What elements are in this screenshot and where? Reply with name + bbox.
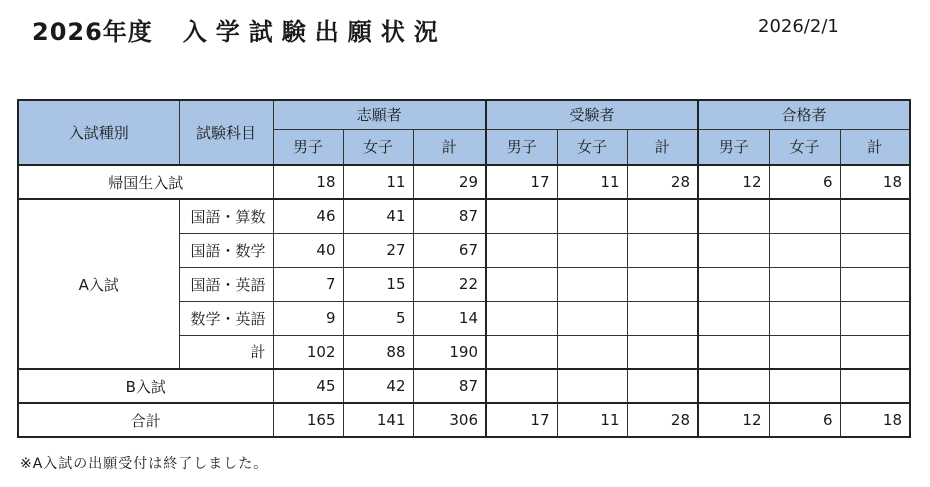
value-cell: 42 <box>343 369 413 403</box>
header-applicants-total: 計 <box>413 129 486 165</box>
value-cell <box>769 369 840 403</box>
table-row <box>18 403 910 437</box>
report-date: 2026/2/1 <box>758 16 839 37</box>
value-cell: 18 <box>840 165 910 199</box>
value-cell: 45 <box>273 369 343 403</box>
header-applicants-male: 男子 <box>273 129 343 165</box>
value-cell: 18 <box>273 165 343 199</box>
value-cell: 306 <box>413 403 486 437</box>
value-cell: 28 <box>627 403 698 437</box>
row-subject: 国語・数学 <box>179 233 273 267</box>
value-cell: 6 <box>769 165 840 199</box>
value-cell: 7 <box>273 267 343 301</box>
value-cell <box>840 233 910 267</box>
value-cell <box>698 301 769 335</box>
row-subject: 国語・英語 <box>179 267 273 301</box>
value-cell <box>627 335 698 369</box>
value-cell: 9 <box>273 301 343 335</box>
value-cell: 190 <box>413 335 486 369</box>
value-cell <box>698 369 769 403</box>
value-cell: 11 <box>557 403 627 437</box>
value-cell: 14 <box>413 301 486 335</box>
value-cell: 141 <box>343 403 413 437</box>
value-cell <box>486 369 557 403</box>
table-body <box>18 165 910 437</box>
value-cell <box>557 335 627 369</box>
table-row <box>18 199 910 233</box>
value-cell: 67 <box>413 233 486 267</box>
value-cell <box>557 199 627 233</box>
title-text: 入学試験出願状況 <box>182 18 447 46</box>
row-label: B入試 <box>18 369 273 403</box>
value-cell <box>557 369 627 403</box>
value-cell: 22 <box>413 267 486 301</box>
value-cell <box>486 267 557 301</box>
value-cell: 17 <box>486 403 557 437</box>
value-cell: 165 <box>273 403 343 437</box>
value-cell: 6 <box>769 403 840 437</box>
value-cell <box>840 301 910 335</box>
value-cell <box>698 267 769 301</box>
value-cell: 15 <box>343 267 413 301</box>
value-cell: 11 <box>557 165 627 199</box>
footnote: ※A入試の出願受付は終了しました。 <box>20 456 269 472</box>
value-cell: 87 <box>413 199 486 233</box>
header-passers: 合格者 <box>698 100 910 129</box>
value-cell <box>769 233 840 267</box>
row-subject: 国語・算数 <box>179 199 273 233</box>
row-subject: 数学・英語 <box>179 301 273 335</box>
value-cell: 11 <box>343 165 413 199</box>
value-cell <box>627 199 698 233</box>
value-cell <box>769 199 840 233</box>
value-cell: 46 <box>273 199 343 233</box>
value-cell: 41 <box>343 199 413 233</box>
value-cell: 18 <box>840 403 910 437</box>
header-applicants-female: 女子 <box>343 129 413 165</box>
value-cell <box>486 199 557 233</box>
value-cell: 102 <box>273 335 343 369</box>
value-cell <box>840 267 910 301</box>
value-cell <box>769 335 840 369</box>
header-examinees: 受験者 <box>486 100 698 129</box>
value-cell: 88 <box>343 335 413 369</box>
row-label: 合計 <box>18 403 273 437</box>
value-cell <box>486 335 557 369</box>
value-cell <box>627 233 698 267</box>
row-label: 帰国生入試 <box>18 165 273 199</box>
header-examinees-female: 女子 <box>557 129 627 165</box>
value-cell <box>840 335 910 369</box>
header-passers-female: 女子 <box>769 129 840 165</box>
value-cell: 27 <box>343 233 413 267</box>
value-cell: 12 <box>698 403 769 437</box>
value-cell <box>627 301 698 335</box>
value-cell <box>698 335 769 369</box>
value-cell <box>557 233 627 267</box>
header-subject: 試験科目 <box>179 100 273 165</box>
row-label: A入試 <box>18 199 179 369</box>
value-cell: 5 <box>343 301 413 335</box>
header-examinees-total: 計 <box>627 129 698 165</box>
value-cell <box>557 301 627 335</box>
row-subject: 計 <box>179 335 273 369</box>
header-applicants: 志願者 <box>273 100 486 129</box>
value-cell: 17 <box>486 165 557 199</box>
header-exam-type: 入試種別 <box>18 100 179 165</box>
value-cell <box>698 199 769 233</box>
value-cell <box>698 233 769 267</box>
header-passers-total: 計 <box>840 129 910 165</box>
header-row-groups <box>18 100 910 129</box>
table-row <box>18 369 910 403</box>
value-cell <box>840 369 910 403</box>
header-examinees-male: 男子 <box>486 129 557 165</box>
value-cell <box>840 199 910 233</box>
value-cell: 28 <box>627 165 698 199</box>
value-cell <box>627 267 698 301</box>
value-cell: 87 <box>413 369 486 403</box>
value-cell <box>627 369 698 403</box>
value-cell <box>486 301 557 335</box>
value-cell <box>769 301 840 335</box>
header-passers-male: 男子 <box>698 129 769 165</box>
value-cell: 29 <box>413 165 486 199</box>
page-title <box>32 12 447 47</box>
value-cell <box>486 233 557 267</box>
title-year: 2026年度 <box>32 18 153 46</box>
admission-status-table <box>17 99 911 438</box>
table-row <box>18 165 910 199</box>
value-cell: 12 <box>698 165 769 199</box>
value-cell <box>557 267 627 301</box>
value-cell: 40 <box>273 233 343 267</box>
value-cell <box>769 267 840 301</box>
